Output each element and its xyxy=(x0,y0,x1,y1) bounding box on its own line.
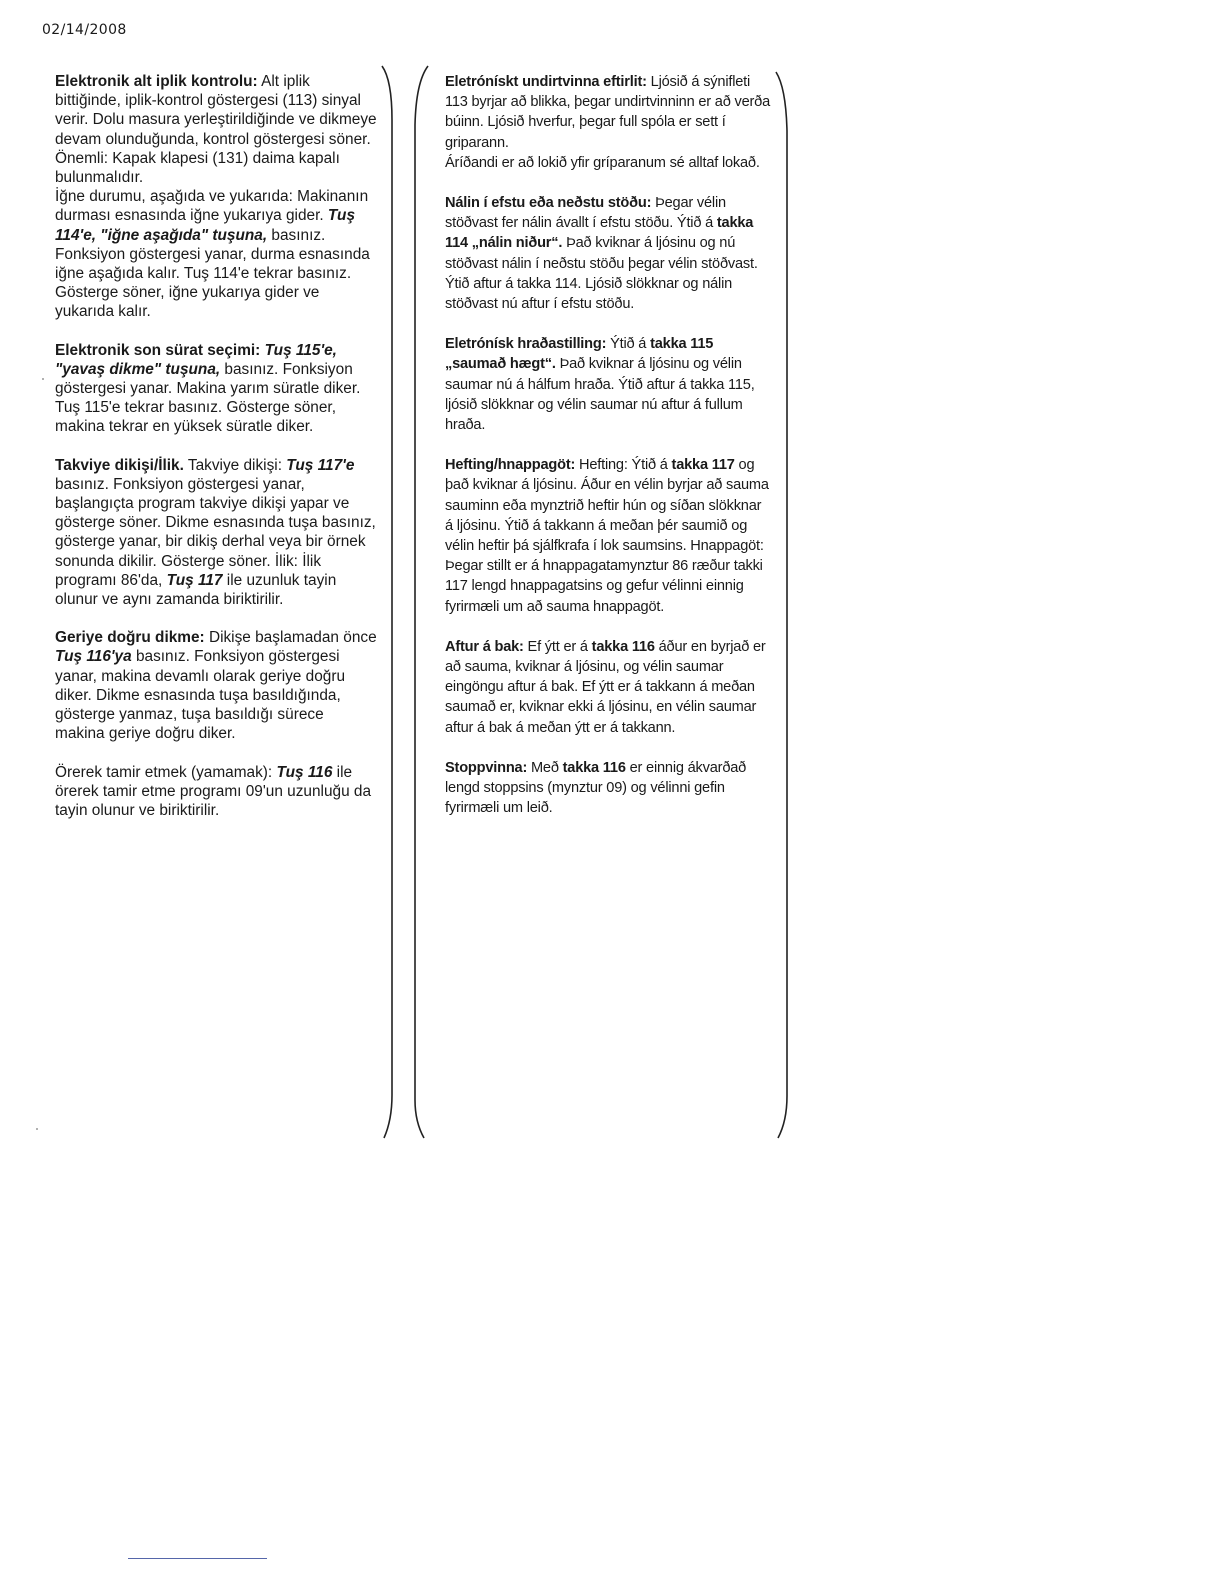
icelandic-paragraph xyxy=(445,637,773,738)
turkish-emphasis-text: Tuş 117'e xyxy=(286,456,355,474)
icelandic-body-text: Ef ýtt er á xyxy=(523,638,592,655)
left-column-bracket xyxy=(376,60,404,1145)
icelandic-body-text: er einnig ákvarðað lengd stoppsins (mynztur 09) og vélinni gefin fyrirmæli um leið. xyxy=(445,759,750,817)
icelandic-paragraph xyxy=(445,758,773,819)
turkish-paragraph xyxy=(55,763,377,821)
icelandic-emphasis-text: Nálin í efstu eða neðstu stöðu: xyxy=(445,195,652,212)
icelandic-paragraph xyxy=(445,334,773,435)
turkish-paragraph xyxy=(55,456,381,610)
turkish-paragraph xyxy=(55,341,377,437)
icelandic-body-text: og það kviknar á ljósinu. Áður en vélin byrjar að sauma sauminn eða mynztrið heftir hún og síðan slökknar á ljósinu. Ýtið á takkann á meðan þér saumið og vélin heftir þá sjálfkrafa í lok saumsins. Hnappagöt: Þegar stillt er á hnappagatamynztur 86 ræður takki 117 lengd hnappagatsins og gefur vélinni einnig fyrirmæli um að sauma hnappagöt. xyxy=(445,457,773,615)
icelandic-emphasis-text: Hefting/hnappagöt: xyxy=(445,457,576,474)
turkish-emphasis-text: Elektronik alt iplik kontrolu: xyxy=(55,73,258,90)
icelandic-emphasis-text: takka 117 xyxy=(671,457,735,474)
turkish-body-text: Alt iplik bittiğinde, iplik-kontrol göstergesi (113) sinyal verir. Dolu masura yerleştirildiğinde ve dikmeye devam olunduğunda, kontrol göstergesi söner. Önemli: Kapak klapesi (131) daima kapalı bulunmalıdır. İğne durumu, aşağıda ve yukarıda: Makinanın durması esnasında iğne yukarıya gider. xyxy=(55,73,377,225)
scan-speck xyxy=(42,378,44,380)
turkish-body-text: basınız. Fonksiyon göstergesi yanar, makina devamlı olarak geriye doğru diker. Dikme esnasında tuşa basıldığında, gösterge yanmaz, tuşa basıldığı sürece makina geriye doğru diker. xyxy=(55,648,350,743)
turkish-emphasis-text: Tuş 116 xyxy=(276,763,333,781)
icelandic-body-text: Ljósið á sýnifleti 113 byrjar að blikka, þegar undirtvinninn er að verða búinn. Ljósið hverfur, þegar full spóla er sett í griparann. Áríðandi er að lokið yfir gríparanum sé alltaf lokað. xyxy=(445,74,770,171)
icelandic-body-text: Með xyxy=(527,759,563,776)
icelandic-emphasis-text: Eletrónísk hraðastilling: xyxy=(445,336,607,353)
icelandic-body-text: Þegar vélin stöðvast fer nálin ávallt í efstu stöðu. Ýtið á xyxy=(445,195,730,232)
turkish-body-text: Örerek tamir etmek (yamamak): xyxy=(55,763,277,781)
turkish-emphasis-text: Elektronik son sürat seçimi: xyxy=(55,341,261,359)
right-column-right-bracket xyxy=(768,66,796,1146)
icelandic-body-text: Hefting: Ýtið á xyxy=(575,457,672,474)
icelandic-paragraph xyxy=(445,455,773,617)
turkish-body-text: basınız. Fonksiyon göstergesi yanar, durma esnasında iğne aşağıda kalır. Tuş 114'e tekrar basınız. Gösterge söner, iğne yukarıya gider ve yukarıda kalır. xyxy=(55,226,375,321)
turkish-paragraph xyxy=(55,72,377,322)
icelandic-body-text: Ýtið á xyxy=(606,336,651,353)
icelandic-emphasis-text: takka 116 xyxy=(562,759,626,776)
turkish-emphasis-text: Tuş 115'e, "yavaş dikme" tuşuna, xyxy=(55,341,342,378)
icelandic-emphasis-text: takka 116 xyxy=(591,638,655,655)
turkish-body-text: ile uzunluk tayin olunur ve aynı zamanda biriktirilir. xyxy=(55,571,341,609)
icelandic-body-text: Það kviknar á ljósinu og nú stöðvast nálin í neðstu stöðu þegar vélin stöðvast. Ýtið aftur á takka 114. Ljósið slökknar og nálin stöðvast nú aftur í efstu stöðu. xyxy=(445,235,762,313)
icelandic-body-text: Það kviknar á ljósinu og vélin saumar nú á hálfum hraða. Ýtið aftur á takka 115, ljósið slökknar og vélin saumar nú aftur á fullum hraða. xyxy=(445,356,759,434)
turkish-body-text: ile örerek tamir etme programı 09'un uzunluğu da tayin olunur ve biriktirilir. xyxy=(55,763,376,819)
turkish-emphasis-text: Tuş 117 xyxy=(166,571,223,589)
turkish-emphasis-text: Tuş 116'ya xyxy=(55,648,132,666)
icelandic-emphasis-text: Eletrónískt undirtvinna eftirlit: xyxy=(445,74,647,90)
turkish-emphasis-text: Geriye doğru dikme: xyxy=(55,629,205,647)
icelandic-emphasis-text: Aftur á bak: xyxy=(445,638,524,655)
icelandic-body-text: áður en byrjað er að sauma, kviknar á ljósinu, og vélin saumar eingöngu aftur á bak. Ef ýtt er á takkann á meðan saumað er, kviknar ekki á ljósinu, en vélin saumar aftur á bak á meðan ýtt er á takkann. xyxy=(445,638,770,736)
turkish-emphasis-text: Tuş 114'e, "iğne aşağıda" tuşuna, xyxy=(55,207,360,244)
turkish-paragraph xyxy=(55,628,381,743)
turkish-text-column xyxy=(55,72,381,839)
turkish-body-text: basınız. Fonksiyon göstergesi yanar, başlangıçta program takviye dikişi yapar ve gösterge söner. Dikme esnasında tuşa basınız, gösterge yanar, bir dikiş derhal veya bir örnek sonunda dikilir. Gösterge söner. İlik: İlik programı 86'da, xyxy=(55,456,381,589)
icelandic-paragraph xyxy=(445,193,773,314)
icelandic-emphasis-text: takka 114 „nálin niður“. xyxy=(445,215,758,252)
scan-speck xyxy=(36,1128,38,1130)
icelandic-emphasis-text: takka 115 „saumað hægt“. xyxy=(445,336,718,373)
icelandic-paragraph xyxy=(445,72,773,173)
footer-rule xyxy=(128,1558,267,1559)
page-date: 02/14/2008 xyxy=(42,22,127,38)
icelandic-emphasis-text: Stoppvinna: xyxy=(445,759,528,776)
turkish-body-text: Dikişe başlamadan önce xyxy=(204,629,381,647)
turkish-body-text: Takviye dikişi: xyxy=(183,456,287,474)
icelandic-text-column xyxy=(445,72,773,839)
right-column-left-bracket xyxy=(410,60,438,1145)
turkish-emphasis-text: Takviye dikişi/İlik. xyxy=(55,456,184,474)
turkish-body-text: basınız. Fonksiyon göstergesi yanar. Makina yarım süratle diker. Tuş 115'e tekrar basınız. Gösterge söner, makina tekrar en yüksek süratle diker. xyxy=(55,360,361,436)
